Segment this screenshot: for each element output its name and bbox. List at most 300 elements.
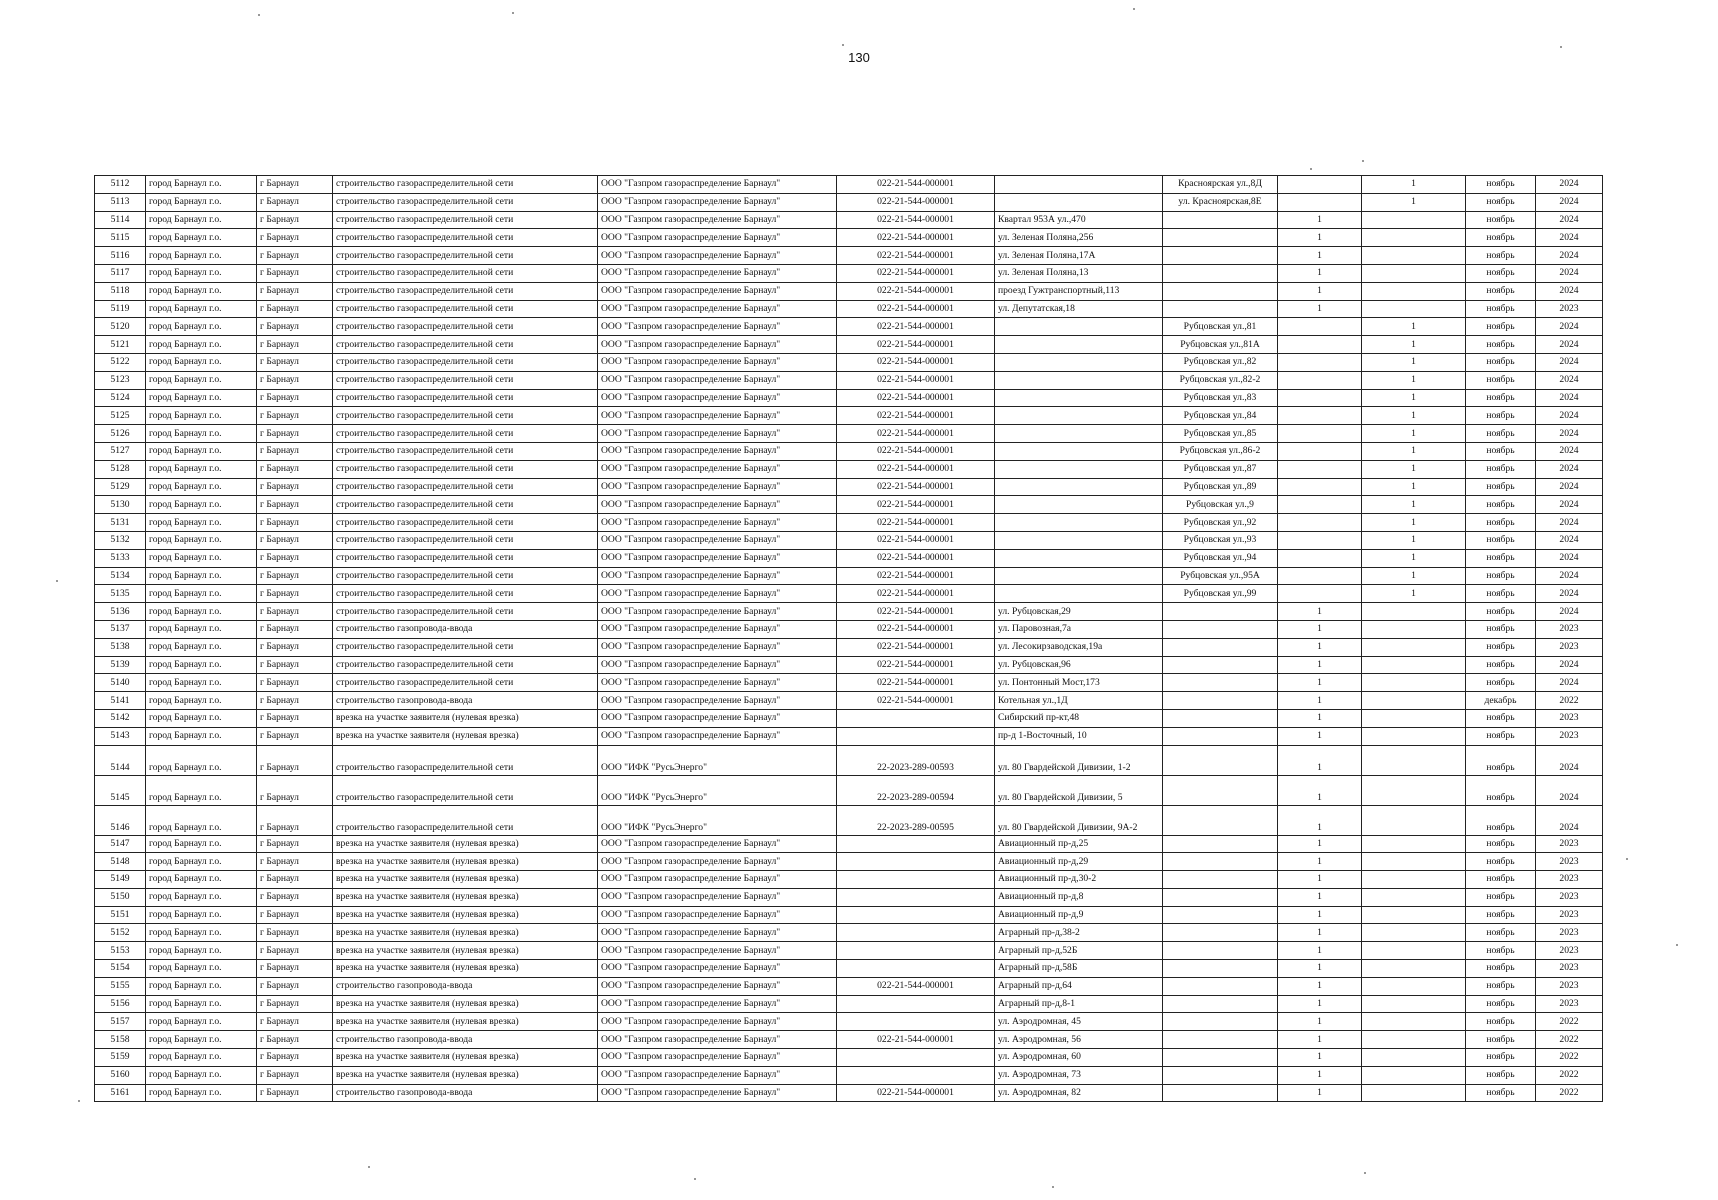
cell-work-type: строительство газораспределительной сети [333, 638, 598, 656]
cell-quantity [1278, 531, 1362, 549]
cell-quantity [1278, 318, 1362, 336]
cell-year: 2024 [1536, 247, 1603, 265]
cell-quantity: 1 [1278, 924, 1362, 942]
cell-month: ноябрь [1466, 442, 1536, 460]
cell-doc-number [837, 1013, 995, 1031]
cell-address [995, 585, 1163, 603]
table-row [95, 211, 1603, 229]
cell-quantity-alt: 1 [1362, 496, 1466, 514]
cell-year: 2024 [1536, 389, 1603, 407]
cell-address-alt [1163, 871, 1278, 889]
cell-address [995, 176, 1163, 194]
cell-city: г Барнаул [257, 960, 333, 978]
cell-city: г Барнаул [257, 656, 333, 674]
cell-city: г Барнаул [257, 264, 333, 282]
cell-address: ул. Паровозная,7а [995, 620, 1163, 638]
cell-address [995, 496, 1163, 514]
cell-doc-number: 022-21-544-000001 [837, 264, 995, 282]
cell-work-type: строительство газопровода-ввода [333, 1031, 598, 1049]
table-row [95, 853, 1603, 871]
cell-year: 2024 [1536, 514, 1603, 532]
cell-work-type: врезка на участке заявителя (нулевая врезка) [333, 906, 598, 924]
cell-organization: ООО "Газпром газораспределение Барнаул" [598, 389, 837, 407]
cell-month: ноябрь [1466, 888, 1536, 906]
cell-organization: ООО "Газпром газораспределение Барнаул" [598, 460, 837, 478]
cell-row-number: 5149 [95, 871, 146, 889]
cell-address-alt [1163, 942, 1278, 960]
cell-municipality: город Барнаул г.о. [146, 727, 257, 745]
cell-city: г Барнаул [257, 531, 333, 549]
cell-quantity-alt: 1 [1362, 193, 1466, 211]
table-row [95, 835, 1603, 853]
cell-address: ул. 80 Гвардейской Дивизии, 5 [995, 775, 1163, 805]
cell-quantity-alt [1362, 995, 1466, 1013]
cell-municipality: город Барнаул г.о. [146, 336, 257, 354]
cell-work-type: строительство газопровода-ввода [333, 692, 598, 710]
cell-quantity [1278, 585, 1362, 603]
cell-organization: ООО "Газпром газораспределение Барнаул" [598, 674, 837, 692]
cell-doc-number [837, 1049, 995, 1067]
cell-quantity-alt: 1 [1362, 425, 1466, 443]
cell-municipality: город Барнаул г.о. [146, 247, 257, 265]
cell-work-type: строительство газопровода-ввода [333, 1084, 598, 1102]
cell-address-alt: Рубцовская ул.,92 [1163, 514, 1278, 532]
cell-row-number: 5148 [95, 853, 146, 871]
cell-address: ул. Лесокирзаводская,19а [995, 638, 1163, 656]
cell-municipality: город Барнаул г.о. [146, 318, 257, 336]
cell-doc-number [837, 1066, 995, 1084]
cell-city: г Барнаул [257, 460, 333, 478]
scan-speck [258, 14, 260, 16]
cell-quantity: 1 [1278, 775, 1362, 805]
cell-year: 2022 [1536, 692, 1603, 710]
cell-month: ноябрь [1466, 460, 1536, 478]
cell-city: г Барнаул [257, 1031, 333, 1049]
cell-doc-number: 022-21-544-000001 [837, 300, 995, 318]
cell-work-type: строительство газораспределительной сети [333, 229, 598, 247]
cell-quantity-alt [1362, 871, 1466, 889]
cell-address: Котельная ул.,1Д [995, 692, 1163, 710]
cell-organization: ООО "Газпром газораспределение Барнаул" [598, 727, 837, 745]
table-row [95, 282, 1603, 300]
cell-municipality: город Барнаул г.о. [146, 835, 257, 853]
cell-doc-number: 022-21-544-000001 [837, 211, 995, 229]
cell-month: ноябрь [1466, 425, 1536, 443]
table-row [95, 514, 1603, 532]
cell-municipality: город Барнаул г.о. [146, 960, 257, 978]
cell-city: г Барнаул [257, 318, 333, 336]
cell-quantity-alt [1362, 620, 1466, 638]
cell-city: г Барнаул [257, 727, 333, 745]
cell-organization: ООО "Газпром газораспределение Барнаул" [598, 318, 837, 336]
cell-month: ноябрь [1466, 942, 1536, 960]
cell-doc-number [837, 960, 995, 978]
table-row [95, 425, 1603, 443]
cell-work-type: врезка на участке заявителя (нулевая врезка) [333, 1049, 598, 1067]
cell-municipality: город Барнаул г.о. [146, 942, 257, 960]
cell-municipality: город Барнаул г.о. [146, 389, 257, 407]
scan-speck [1133, 8, 1135, 10]
cell-year: 2023 [1536, 638, 1603, 656]
cell-row-number: 5152 [95, 924, 146, 942]
table-row [95, 531, 1603, 549]
cell-quantity [1278, 176, 1362, 194]
scan-speck [842, 44, 844, 46]
cell-address [995, 442, 1163, 460]
cell-organization: ООО "Газпром газораспределение Барнаул" [598, 1031, 837, 1049]
cell-row-number: 5144 [95, 745, 146, 775]
cell-address-alt [1163, 229, 1278, 247]
cell-address: ул. 80 Гвардейской Дивизии, 9А-2 [995, 805, 1163, 835]
cell-work-type: врезка на участке заявителя (нулевая врезка) [333, 727, 598, 745]
cell-doc-number: 022-21-544-000001 [837, 1084, 995, 1102]
cell-organization: ООО "Газпром газораспределение Барнаул" [598, 995, 837, 1013]
cell-city: г Барнаул [257, 692, 333, 710]
cell-municipality: город Барнаул г.о. [146, 496, 257, 514]
table-row [95, 1066, 1603, 1084]
cell-work-type: строительство газораспределительной сети [333, 745, 598, 775]
cell-quantity-alt [1362, 638, 1466, 656]
cell-organization: ООО "Газпром газораспределение Барнаул" [598, 371, 837, 389]
cell-work-type: врезка на участке заявителя (нулевая врезка) [333, 942, 598, 960]
cell-work-type: строительство газораспределительной сети [333, 674, 598, 692]
cell-year: 2023 [1536, 995, 1603, 1013]
cell-address-alt [1163, 247, 1278, 265]
cell-quantity: 1 [1278, 805, 1362, 835]
cell-work-type: строительство газораспределительной сети [333, 353, 598, 371]
cell-row-number: 5126 [95, 425, 146, 443]
cell-quantity: 1 [1278, 995, 1362, 1013]
cell-address-alt: Рубцовская ул.,9 [1163, 496, 1278, 514]
cell-organization: ООО "ИФК "РусьЭнерго" [598, 805, 837, 835]
table-row [95, 775, 1603, 805]
cell-doc-number: 022-21-544-000001 [837, 567, 995, 585]
cell-row-number: 5125 [95, 407, 146, 425]
cell-address: Сибирский пр-кт,48 [995, 709, 1163, 727]
cell-quantity [1278, 336, 1362, 354]
table-row [95, 1084, 1603, 1102]
cell-address: ул. Зеленая Поляна,17А [995, 247, 1163, 265]
cell-work-type: врезка на участке заявителя (нулевая врезка) [333, 960, 598, 978]
cell-year: 2024 [1536, 229, 1603, 247]
cell-row-number: 5117 [95, 264, 146, 282]
cell-work-type: строительство газораспределительной сети [333, 336, 598, 354]
cell-address [995, 567, 1163, 585]
cell-work-type: строительство газораспределительной сети [333, 514, 598, 532]
cell-quantity-alt [1362, 853, 1466, 871]
cell-month: ноябрь [1466, 478, 1536, 496]
cell-address [995, 336, 1163, 354]
cell-city: г Барнаул [257, 745, 333, 775]
table-row [95, 389, 1603, 407]
cell-organization: ООО "Газпром газораспределение Барнаул" [598, 871, 837, 889]
cell-year: 2024 [1536, 805, 1603, 835]
cell-municipality: город Барнаул г.о. [146, 995, 257, 1013]
cell-quantity: 1 [1278, 871, 1362, 889]
cell-quantity-alt [1362, 300, 1466, 318]
cell-organization: ООО "Газпром газораспределение Барнаул" [598, 425, 837, 443]
cell-row-number: 5153 [95, 942, 146, 960]
cell-doc-number: 022-21-544-000001 [837, 371, 995, 389]
cell-organization: ООО "Газпром газораспределение Барнаул" [598, 193, 837, 211]
cell-address-alt [1163, 995, 1278, 1013]
cell-month: ноябрь [1466, 1084, 1536, 1102]
cell-address-alt [1163, 1031, 1278, 1049]
cell-municipality: город Барнаул г.о. [146, 371, 257, 389]
cell-address-alt: Рубцовская ул.,87 [1163, 460, 1278, 478]
cell-quantity: 1 [1278, 300, 1362, 318]
cell-month: ноябрь [1466, 603, 1536, 621]
cell-work-type: строительство газораспределительной сети [333, 775, 598, 805]
cell-work-type: строительство газораспределительной сети [333, 389, 598, 407]
cell-year: 2023 [1536, 924, 1603, 942]
cell-municipality: город Барнаул г.о. [146, 425, 257, 443]
cell-quantity: 1 [1278, 211, 1362, 229]
cell-month: ноябрь [1466, 977, 1536, 995]
cell-year: 2023 [1536, 888, 1603, 906]
cell-address-alt [1163, 603, 1278, 621]
cell-address-alt [1163, 1013, 1278, 1031]
cell-year: 2024 [1536, 407, 1603, 425]
cell-municipality: город Барнаул г.о. [146, 805, 257, 835]
cell-quantity-alt [1362, 674, 1466, 692]
cell-year: 2023 [1536, 620, 1603, 638]
cell-work-type: строительство газораспределительной сети [333, 282, 598, 300]
cell-quantity: 1 [1278, 674, 1362, 692]
cell-work-type: врезка на участке заявителя (нулевая врезка) [333, 888, 598, 906]
cell-row-number: 5128 [95, 460, 146, 478]
cell-row-number: 5121 [95, 336, 146, 354]
cell-address-alt [1163, 709, 1278, 727]
cell-month: ноябрь [1466, 318, 1536, 336]
cell-municipality: город Барнаул г.о. [146, 264, 257, 282]
cell-municipality: город Барнаул г.о. [146, 567, 257, 585]
cell-municipality: город Барнаул г.о. [146, 871, 257, 889]
cell-quantity: 1 [1278, 1084, 1362, 1102]
cell-address-alt [1163, 835, 1278, 853]
cell-municipality: город Барнаул г.о. [146, 924, 257, 942]
cell-municipality: город Барнаул г.о. [146, 692, 257, 710]
cell-city: г Барнаул [257, 853, 333, 871]
cell-year: 2023 [1536, 942, 1603, 960]
cell-city: г Барнаул [257, 549, 333, 567]
cell-work-type: строительство газораспределительной сети [333, 442, 598, 460]
table-row [95, 960, 1603, 978]
cell-address [995, 478, 1163, 496]
cell-month: ноябрь [1466, 805, 1536, 835]
cell-address-alt: ул. Красноярская,8Е [1163, 193, 1278, 211]
cell-quantity: 1 [1278, 1013, 1362, 1031]
cell-municipality: город Барнаул г.о. [146, 442, 257, 460]
cell-work-type: врезка на участке заявителя (нулевая врезка) [333, 709, 598, 727]
cell-address: ул. Понтонный Мост,173 [995, 674, 1163, 692]
cell-month: ноябрь [1466, 282, 1536, 300]
cell-quantity: 1 [1278, 264, 1362, 282]
cell-quantity: 1 [1278, 1066, 1362, 1084]
cell-quantity-alt: 1 [1362, 407, 1466, 425]
cell-work-type: врезка на участке заявителя (нулевая врезка) [333, 1013, 598, 1031]
cell-month: ноябрь [1466, 1031, 1536, 1049]
cell-organization: ООО "Газпром газораспределение Барнаул" [598, 709, 837, 727]
cell-municipality: город Барнаул г.о. [146, 531, 257, 549]
table-row [95, 176, 1603, 194]
scan-speck [56, 580, 58, 582]
cell-address: Аграрный пр-д,58Б [995, 960, 1163, 978]
cell-city: г Барнаул [257, 924, 333, 942]
cell-row-number: 5141 [95, 692, 146, 710]
cell-organization: ООО "Газпром газораспределение Барнаул" [598, 531, 837, 549]
cell-year: 2024 [1536, 282, 1603, 300]
scan-speck [1310, 168, 1312, 170]
cell-year: 2024 [1536, 211, 1603, 229]
cell-doc-number [837, 871, 995, 889]
table-row [95, 247, 1603, 265]
cell-quantity-alt: 1 [1362, 176, 1466, 194]
cell-quantity: 1 [1278, 282, 1362, 300]
cell-month: ноябрь [1466, 567, 1536, 585]
cell-municipality: город Барнаул г.о. [146, 853, 257, 871]
cell-month: ноябрь [1466, 656, 1536, 674]
cell-year: 2024 [1536, 353, 1603, 371]
cell-doc-number: 022-21-544-000001 [837, 336, 995, 354]
cell-address: Аграрный пр-д,38-2 [995, 924, 1163, 942]
cell-quantity-alt: 1 [1362, 478, 1466, 496]
cell-row-number: 5142 [95, 709, 146, 727]
cell-city: г Барнаул [257, 353, 333, 371]
cell-month: ноябрь [1466, 300, 1536, 318]
cell-row-number: 5115 [95, 229, 146, 247]
cell-year: 2024 [1536, 336, 1603, 354]
cell-month: ноябрь [1466, 906, 1536, 924]
cell-municipality: город Барнаул г.о. [146, 1013, 257, 1031]
cell-doc-number: 022-21-544-000001 [837, 176, 995, 194]
cell-organization: ООО "Газпром газораспределение Барнаул" [598, 1066, 837, 1084]
cell-address [995, 531, 1163, 549]
cell-quantity-alt: 1 [1362, 585, 1466, 603]
cell-doc-number [837, 853, 995, 871]
cell-year: 2024 [1536, 460, 1603, 478]
cell-work-type: строительство газораспределительной сети [333, 318, 598, 336]
cell-work-type: строительство газораспределительной сети [333, 176, 598, 194]
cell-municipality: город Барнаул г.о. [146, 674, 257, 692]
table-row [95, 1013, 1603, 1031]
cell-doc-number: 022-21-544-000001 [837, 1031, 995, 1049]
cell-city: г Барнаул [257, 995, 333, 1013]
scan-speck [1052, 1186, 1054, 1188]
cell-address [995, 389, 1163, 407]
cell-address-alt: Рубцовская ул.,84 [1163, 407, 1278, 425]
cell-doc-number: 022-21-544-000001 [837, 318, 995, 336]
cell-quantity: 1 [1278, 906, 1362, 924]
cell-month: ноябрь [1466, 1066, 1536, 1084]
table-row [95, 442, 1603, 460]
cell-row-number: 5158 [95, 1031, 146, 1049]
cell-city: г Барнаул [257, 1084, 333, 1102]
cell-month: ноябрь [1466, 924, 1536, 942]
cell-municipality: город Барнаул г.о. [146, 300, 257, 318]
cell-doc-number: 022-21-544-000001 [837, 193, 995, 211]
cell-month: ноябрь [1466, 514, 1536, 532]
cell-work-type: врезка на участке заявителя (нулевая врезка) [333, 835, 598, 853]
cell-organization: ООО "Газпром газораспределение Барнаул" [598, 906, 837, 924]
cell-organization: ООО "Газпром газораспределение Барнаул" [598, 1084, 837, 1102]
cell-city: г Барнаул [257, 906, 333, 924]
cell-address: Аграрный пр-д,64 [995, 977, 1163, 995]
cell-doc-number [837, 995, 995, 1013]
cell-organization: ООО "Газпром газораспределение Барнаул" [598, 977, 837, 995]
cell-year: 2024 [1536, 442, 1603, 460]
cell-year: 2023 [1536, 906, 1603, 924]
cell-doc-number: 022-21-544-000001 [837, 425, 995, 443]
cell-doc-number: 022-21-544-000001 [837, 674, 995, 692]
cell-municipality: город Барнаул г.о. [146, 478, 257, 496]
table-row [95, 229, 1603, 247]
cell-row-number: 5132 [95, 531, 146, 549]
table-row [95, 1031, 1603, 1049]
cell-row-number: 5112 [95, 176, 146, 194]
cell-row-number: 5147 [95, 835, 146, 853]
cell-year: 2022 [1536, 1084, 1603, 1102]
cell-address: ул. Аэродромная, 73 [995, 1066, 1163, 1084]
cell-quantity [1278, 478, 1362, 496]
cell-month: ноябрь [1466, 727, 1536, 745]
cell-quantity: 1 [1278, 603, 1362, 621]
table-row [95, 805, 1603, 835]
cell-address: Квартал 953А ул.,470 [995, 211, 1163, 229]
cell-year: 2023 [1536, 871, 1603, 889]
cell-quantity [1278, 353, 1362, 371]
cell-quantity-alt: 1 [1362, 442, 1466, 460]
cell-work-type: строительство газораспределительной сети [333, 371, 598, 389]
cell-doc-number: 022-21-544-000001 [837, 549, 995, 567]
cell-organization: ООО "Газпром газораспределение Барнаул" [598, 282, 837, 300]
table-row [95, 888, 1603, 906]
scan-speck [78, 1100, 80, 1102]
table-row [95, 709, 1603, 727]
cell-quantity-alt [1362, 264, 1466, 282]
cell-row-number: 5120 [95, 318, 146, 336]
cell-address: Авиационный пр-д,30-2 [995, 871, 1163, 889]
cell-quantity: 1 [1278, 1031, 1362, 1049]
cell-city: г Барнаул [257, 229, 333, 247]
cell-quantity: 1 [1278, 977, 1362, 995]
cell-year: 2023 [1536, 709, 1603, 727]
cell-quantity: 1 [1278, 638, 1362, 656]
cell-year: 2024 [1536, 371, 1603, 389]
table-row [95, 549, 1603, 567]
cell-row-number: 5130 [95, 496, 146, 514]
cell-row-number: 5136 [95, 603, 146, 621]
cell-month: ноябрь [1466, 176, 1536, 194]
table-row [95, 567, 1603, 585]
cell-quantity-alt [1362, 960, 1466, 978]
cell-doc-number: 22-2023-289-00594 [837, 775, 995, 805]
cell-organization: ООО "Газпром газораспределение Барнаул" [598, 942, 837, 960]
cell-month: ноябрь [1466, 1049, 1536, 1067]
cell-work-type: врезка на участке заявителя (нулевая врезка) [333, 871, 598, 889]
scan-speck [1626, 858, 1628, 860]
cell-month: ноябрь [1466, 709, 1536, 727]
cell-month: ноябрь [1466, 638, 1536, 656]
cell-year: 2024 [1536, 674, 1603, 692]
cell-quantity-alt: 1 [1362, 389, 1466, 407]
cell-doc-number: 022-21-544-000001 [837, 247, 995, 265]
cell-doc-number: 022-21-544-000001 [837, 977, 995, 995]
cell-quantity-alt [1362, 977, 1466, 995]
cell-address-alt [1163, 282, 1278, 300]
cell-organization: ООО "Газпром газораспределение Барнаул" [598, 211, 837, 229]
cell-quantity [1278, 407, 1362, 425]
